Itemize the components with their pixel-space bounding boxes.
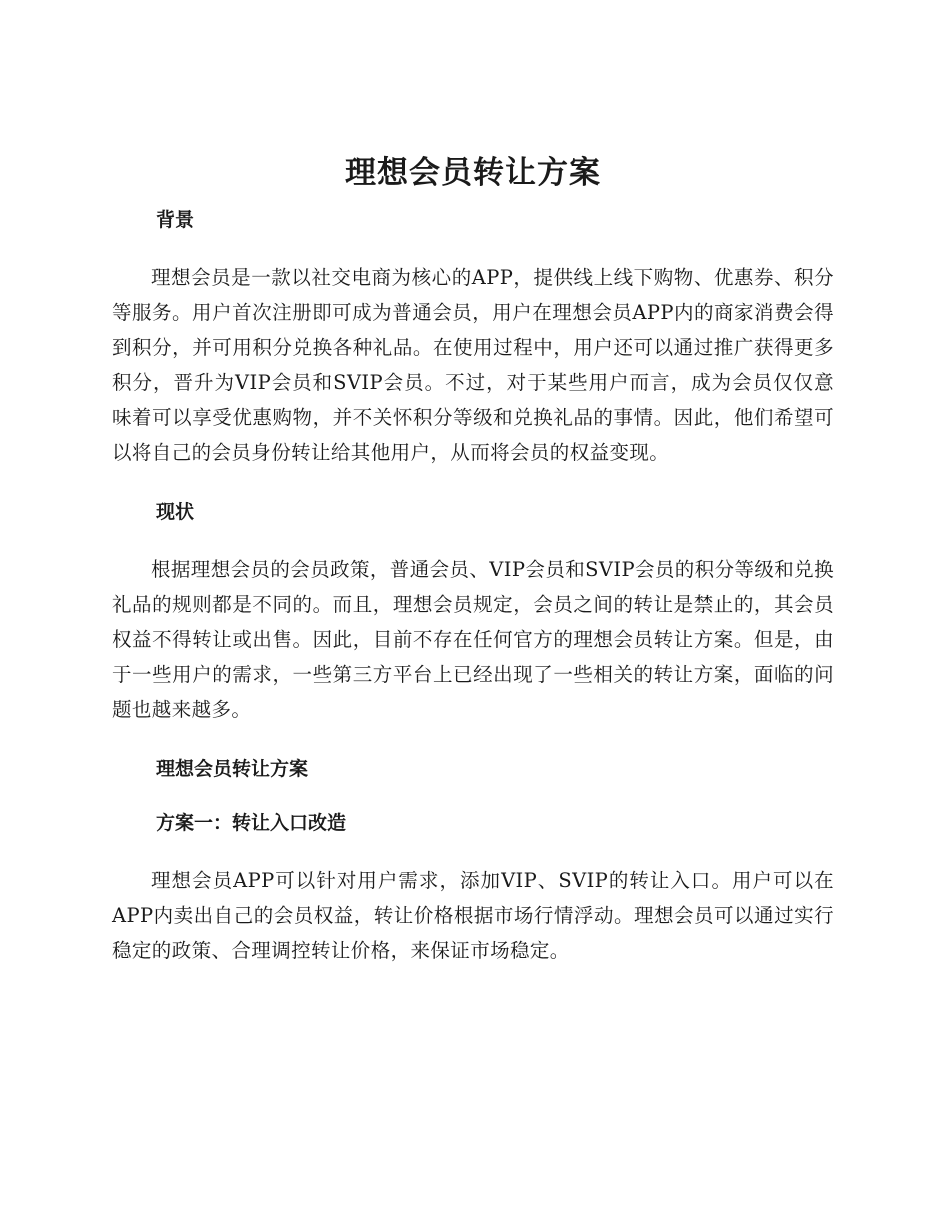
paragraph-status: 根据理想会员的会员政策，普通会员、VIP会员和SVIP会员的积分等级和兑换礼品的规则都是不同的。而且，理想会员规定，会员之间的转让是禁止的，其会员权益不得转让或出售。因此，目前不存在任何官方的理想会员转让方案。但是，由于一些用户的需求，一些第三方平台上已经出现了一些相关的转让方案，面临的问题也越来越多。	[112, 558, 834, 721]
spacer	[112, 526, 834, 552]
section-heading-plan: 理想会员转让方案	[156, 758, 309, 780]
spacer	[112, 470, 834, 498]
document-page	[112, 150, 834, 968]
spacer	[112, 196, 834, 206]
spacer	[112, 783, 834, 809]
subsection-heading-option-one: 方案一：转让入口改造	[156, 812, 347, 834]
document-title: 理想会员转让方案	[345, 155, 601, 191]
paragraph-option-one: 理想会员APP可以针对用户需求，添加VIP、SVIP的转让入口。用户可以在APP内卖出自己的会员权益，转让价格根据市场行情浮动。理想会员可以通过实行稳定的政策、合理调控转让价格，来保证市场稳定。	[112, 869, 834, 962]
spacer	[112, 727, 834, 755]
spacer	[112, 234, 834, 260]
paragraph-background: 理想会员是一款以社交电商为核心的APP，提供线上线下购物、优惠券、积分等服务。用户首次注册即可成为普通会员，用户在理想会员APP内的商家消费会得到积分，并可用积分兑换各种礼品。在使用过程中，用户还可以通过推广获得更多积分，晋升为VIP会员和SVIP会员。不过，对于某些用户而言，成为会员仅仅意味着可以享受优惠购物，并不关怀积分等级和兑换礼品的事情。因此，他们希望可以将自己的会员身份转让给其他用户，从而将会员的权益变现。	[112, 266, 834, 464]
section-heading-status: 现状	[156, 501, 195, 523]
spacer	[112, 837, 834, 863]
section-heading-background: 背景	[156, 209, 195, 231]
